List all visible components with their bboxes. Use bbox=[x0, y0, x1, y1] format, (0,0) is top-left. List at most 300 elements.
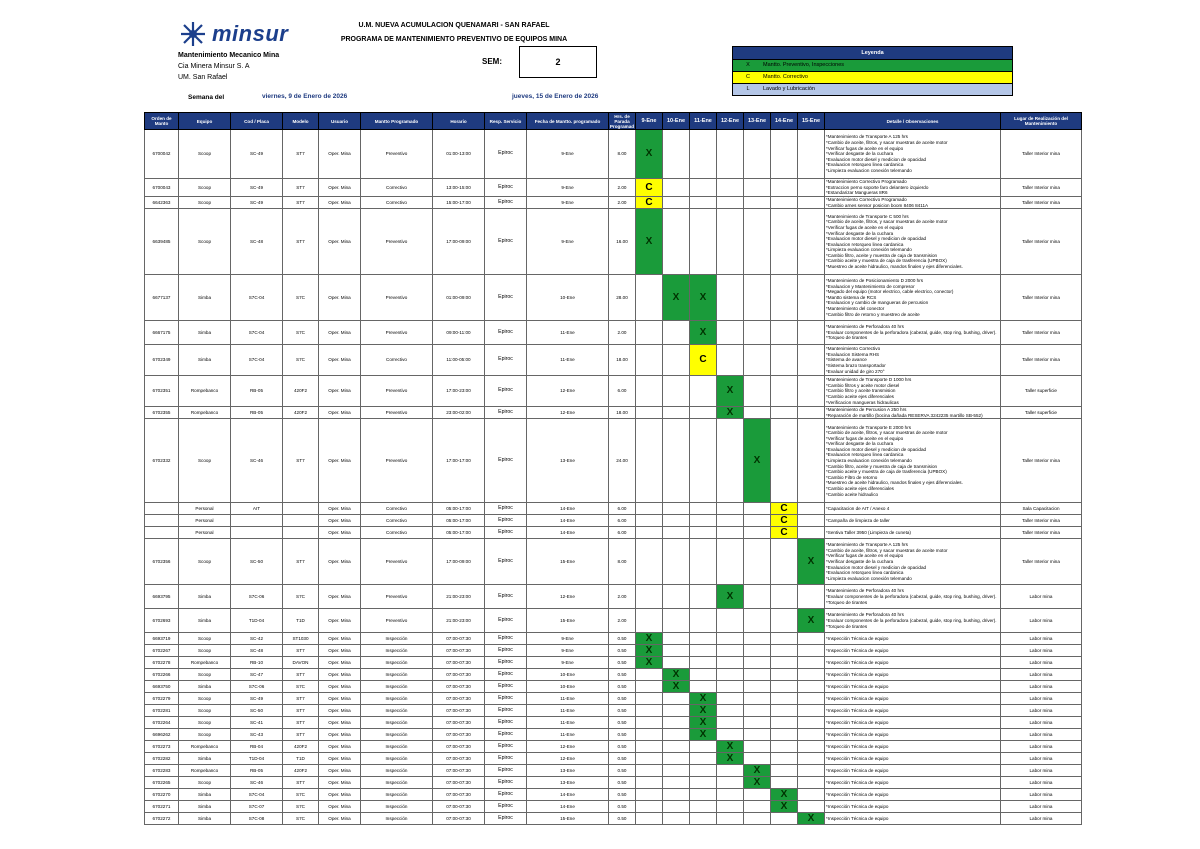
cell-m: S7C bbox=[283, 585, 319, 609]
day-cell bbox=[663, 705, 690, 717]
cell-u: Oper. Mina bbox=[319, 503, 361, 515]
day-cell: X bbox=[717, 585, 744, 609]
day-cell bbox=[744, 717, 771, 729]
cell-t: Correctivo bbox=[361, 515, 433, 527]
day-cell bbox=[690, 407, 717, 419]
day-cell bbox=[636, 813, 663, 825]
cell-t: Inspección bbox=[361, 705, 433, 717]
day-cell bbox=[798, 527, 825, 539]
day-cell bbox=[798, 503, 825, 515]
day-cell bbox=[798, 657, 825, 669]
day-cell bbox=[663, 777, 690, 789]
day-cell bbox=[690, 633, 717, 645]
day-cell bbox=[717, 681, 744, 693]
cell-o: 6702271 bbox=[145, 801, 179, 813]
cell-r: Epiroc bbox=[485, 321, 527, 345]
day-cell bbox=[798, 801, 825, 813]
day-cell bbox=[771, 275, 798, 321]
cell-detail: *Campaña de limpieza de taller bbox=[825, 515, 1001, 527]
legend-code: C bbox=[746, 74, 750, 80]
cell-h: 07:00-07:30 bbox=[433, 741, 485, 753]
cell-e: Scoop bbox=[179, 729, 231, 741]
cell-e: Simba bbox=[179, 609, 231, 633]
day-cell bbox=[690, 765, 717, 777]
day-cell bbox=[798, 777, 825, 789]
day-cell bbox=[717, 179, 744, 197]
cell-u: Oper. Mina bbox=[319, 765, 361, 777]
cell-o: 6702264 bbox=[145, 717, 179, 729]
cell-h: 07:00-07:30 bbox=[433, 729, 485, 741]
cell-location: Labor mina bbox=[1001, 777, 1082, 789]
table-row bbox=[145, 515, 1082, 527]
cell-c: SC-46 bbox=[231, 777, 283, 789]
day-cell bbox=[798, 681, 825, 693]
day-cell bbox=[744, 705, 771, 717]
table-row bbox=[145, 717, 1082, 729]
cell-detail: *Mantenimiento de Perforadora 40 hrs *Evaluar componentes de la perforadora (cabezal, guide, stop ring, bushing, driver). *Torqueo de tirantes bbox=[825, 609, 1001, 633]
cell-t: Preventivo bbox=[361, 407, 433, 419]
day-cell bbox=[798, 197, 825, 209]
header-subtitle: PROGRAMA DE MANTENIMIENTO PREVENTIVO DE EQUIPOS MINA bbox=[340, 36, 568, 43]
cell-r: Epiroc bbox=[485, 765, 527, 777]
cell-r: Epiroc bbox=[485, 777, 527, 789]
day-cell bbox=[744, 179, 771, 197]
cell-t: Inspección bbox=[361, 777, 433, 789]
cell-c: RB-05 bbox=[231, 407, 283, 419]
column-header: 15-Ene bbox=[798, 113, 825, 130]
cell-e: Rompebanco bbox=[179, 765, 231, 777]
cell-e: Simba bbox=[179, 789, 231, 801]
cell-detail: *Mantenimiento de Transporte A 125 hrs *Cambio de aceite, filtros, y sacar muestras de aceite motor *Verificar fugas de aceite en el equipo *Verificar desgaste de la cuchara *Evaluacion motor diesel y medicion de opacidad *Evaluacion retorqueo linea cardanica *Limpieza evaluacion conexión telemando bbox=[825, 539, 1001, 585]
day-cell bbox=[690, 753, 717, 765]
table-row bbox=[145, 345, 1082, 376]
cell-m: T1D bbox=[283, 609, 319, 633]
cell-m: ST7 bbox=[283, 693, 319, 705]
cell-p: 0.50 bbox=[609, 657, 636, 669]
cell-t: Correctivo bbox=[361, 527, 433, 539]
day-cell bbox=[690, 515, 717, 527]
cell-e: Simba bbox=[179, 681, 231, 693]
cell-h: 21:00-23:00 bbox=[433, 609, 485, 633]
table-row bbox=[145, 801, 1082, 813]
cell-u: Oper. Mina bbox=[319, 609, 361, 633]
column-header: Mantto Programado bbox=[361, 113, 433, 130]
cell-p: 0.50 bbox=[609, 741, 636, 753]
day-cell bbox=[663, 801, 690, 813]
cell-p: 6.00 bbox=[609, 515, 636, 527]
cell-f: 11-Ene bbox=[527, 693, 609, 705]
day-cell: X bbox=[771, 789, 798, 801]
column-header: 13-Ene bbox=[744, 113, 771, 130]
table-row bbox=[145, 669, 1082, 681]
cell-location: Labor mina bbox=[1001, 705, 1082, 717]
cell-detail: *Mantenimiento Correctivo Programado *Cambio arnes sensor posicion boom 8406 8411A bbox=[825, 197, 1001, 209]
cell-c: SC-47 bbox=[231, 669, 283, 681]
cell-h: 13:00-15:00 bbox=[433, 179, 485, 197]
cell-e: Personal bbox=[179, 515, 231, 527]
cell-c: SC-48 bbox=[231, 645, 283, 657]
cell-detail: *Mantenimiento de Transporte A 125 hrs *Cambio de aceite, filtros, y sacar muestras de aceite motor *Verificar fugas de aceite en el equipo *Verificar desgaste de la cuchara *Evaluacion motor diesel y medicion de opacidad *Evaluacion retorqueo linea cardanica *Limpieza evaluacion conexión telemando bbox=[825, 130, 1001, 179]
cell-o: 6677137 bbox=[145, 275, 179, 321]
cell-f: 9-Ene bbox=[527, 645, 609, 657]
cell-c: SC-49 bbox=[231, 179, 283, 197]
cell-location: Taller Interior mina bbox=[1001, 527, 1082, 539]
day-cell bbox=[717, 657, 744, 669]
cell-c: RB-05 bbox=[231, 376, 283, 407]
column-header: 9-Ene bbox=[636, 113, 663, 130]
cell-m: ST1030 bbox=[283, 633, 319, 645]
cell-o: 6702356 bbox=[145, 539, 179, 585]
cell-h: 11:00-05:00 bbox=[433, 345, 485, 376]
cell-t: Inspección bbox=[361, 753, 433, 765]
cell-location: Taller Interior mina bbox=[1001, 130, 1082, 179]
cell-location: Labor mina bbox=[1001, 681, 1082, 693]
cell-h: 07:00-07:30 bbox=[433, 705, 485, 717]
day-cell bbox=[636, 419, 663, 503]
cell-detail: *Mantenimiento de Perforadora 40 hrs *Evaluar componentes de la perforadora (cabezal, guide, stop ring, bushing, driver). *Torqueo de tirantes bbox=[825, 321, 1001, 345]
day-cell bbox=[798, 729, 825, 741]
column-header: 14-Ene bbox=[771, 113, 798, 130]
cell-r: Epiroc bbox=[485, 130, 527, 179]
day-cell bbox=[663, 130, 690, 179]
cell-location: Labor mina bbox=[1001, 693, 1082, 705]
cell-r: Epiroc bbox=[485, 539, 527, 585]
day-cell bbox=[690, 813, 717, 825]
cell-detail: *Mantenimiento de Perforadora 40 hrs *Evaluar componentes de la perforadora (cabezal, guide, stop ring, bushing, driver). *Torqueo de tirantes bbox=[825, 585, 1001, 609]
day-cell bbox=[663, 717, 690, 729]
legend-text: Lavado y Lubricación bbox=[763, 86, 815, 92]
day-cell bbox=[771, 741, 798, 753]
cell-e: Personal bbox=[179, 503, 231, 515]
cell-p: 2.00 bbox=[609, 609, 636, 633]
day-cell bbox=[744, 585, 771, 609]
day-cell bbox=[771, 705, 798, 717]
cell-f: 12-Ene bbox=[527, 585, 609, 609]
day-cell: X bbox=[636, 657, 663, 669]
day-cell bbox=[717, 717, 744, 729]
table-row bbox=[145, 197, 1082, 209]
table-row bbox=[145, 705, 1082, 717]
column-header: 10-Ene bbox=[663, 113, 690, 130]
day-cell bbox=[744, 681, 771, 693]
day-cell bbox=[717, 345, 744, 376]
table-row bbox=[145, 741, 1082, 753]
table-row bbox=[145, 789, 1082, 801]
cell-f: 15-Ene bbox=[527, 813, 609, 825]
cell-f: 15-Ene bbox=[527, 609, 609, 633]
cell-t: Inspección bbox=[361, 789, 433, 801]
cell-location: Taller superficie bbox=[1001, 376, 1082, 407]
day-cell bbox=[771, 197, 798, 209]
cell-e: Scoop bbox=[179, 197, 231, 209]
cell-t: Correctivo bbox=[361, 345, 433, 376]
day-cell bbox=[636, 539, 663, 585]
cell-p: 0.50 bbox=[609, 633, 636, 645]
cell-r: Epiroc bbox=[485, 657, 527, 669]
cell-r: Epiroc bbox=[485, 515, 527, 527]
cell-location: Labor mina bbox=[1001, 753, 1082, 765]
cell-c: RB-04 bbox=[231, 741, 283, 753]
day-cell bbox=[717, 609, 744, 633]
day-cell bbox=[663, 633, 690, 645]
day-cell bbox=[663, 729, 690, 741]
cell-h: 17:00-09:00 bbox=[433, 539, 485, 585]
day-cell bbox=[663, 609, 690, 633]
cell-h: 17:00-23:00 bbox=[433, 376, 485, 407]
cell-f: 11-Ene bbox=[527, 321, 609, 345]
cell-m: ST7 bbox=[283, 539, 319, 585]
cell-m: ST7 bbox=[283, 209, 319, 275]
week-start: viernes, 9 de Enero de 2026 bbox=[262, 93, 348, 100]
day-cell bbox=[771, 753, 798, 765]
cell-t: Inspección bbox=[361, 669, 433, 681]
cell-f: 12-Ene bbox=[527, 407, 609, 419]
legend-row bbox=[733, 71, 1012, 83]
cell-e: Simba bbox=[179, 275, 231, 321]
cell-detail: *Inspección Técnica de equipo bbox=[825, 753, 1001, 765]
cell-r: Epiroc bbox=[485, 813, 527, 825]
table-row bbox=[145, 693, 1082, 705]
cell-f: 10-Ene bbox=[527, 669, 609, 681]
day-cell bbox=[636, 527, 663, 539]
day-cell: C bbox=[771, 527, 798, 539]
day-cell bbox=[690, 209, 717, 275]
day-cell: X bbox=[663, 275, 690, 321]
day-cell bbox=[771, 669, 798, 681]
day-cell bbox=[636, 789, 663, 801]
cell-r: Epiroc bbox=[485, 633, 527, 645]
day-cell bbox=[663, 765, 690, 777]
cell-c: AIT bbox=[231, 503, 283, 515]
day-cell bbox=[690, 197, 717, 209]
cell-o: 6702283 bbox=[145, 765, 179, 777]
cell-detail: *Inspección Técnica de equipo bbox=[825, 765, 1001, 777]
cell-o: 6693719 bbox=[145, 633, 179, 645]
day-cell bbox=[744, 209, 771, 275]
day-cell bbox=[636, 777, 663, 789]
cell-o: 6702355 bbox=[145, 407, 179, 419]
day-cell: X bbox=[717, 753, 744, 765]
column-header: Horario bbox=[433, 113, 485, 130]
cell-m: DAVON bbox=[283, 657, 319, 669]
cell-c: T1D-04 bbox=[231, 753, 283, 765]
cell-r: Epiroc bbox=[485, 717, 527, 729]
day-cell bbox=[771, 321, 798, 345]
day-cell: X bbox=[771, 801, 798, 813]
day-cell bbox=[690, 503, 717, 515]
day-cell bbox=[690, 681, 717, 693]
cell-h: 01:00-09:00 bbox=[433, 275, 485, 321]
cell-c: S7C-06 bbox=[231, 681, 283, 693]
day-cell bbox=[717, 669, 744, 681]
day-cell: X bbox=[663, 681, 690, 693]
cell-o: 6702273 bbox=[145, 741, 179, 753]
day-cell bbox=[690, 657, 717, 669]
cell-p: 0.50 bbox=[609, 645, 636, 657]
cell-m: ST7 bbox=[283, 777, 319, 789]
day-cell bbox=[798, 645, 825, 657]
day-cell bbox=[663, 321, 690, 345]
day-cell bbox=[798, 753, 825, 765]
day-cell bbox=[663, 209, 690, 275]
cell-detail: *Inspección Técnica de equipo bbox=[825, 693, 1001, 705]
cell-u: Oper. Mina bbox=[319, 669, 361, 681]
cell-location: Taller Interior mina bbox=[1001, 179, 1082, 197]
cell-c: S7C-04 bbox=[231, 275, 283, 321]
day-cell bbox=[636, 585, 663, 609]
cell-p: 0.50 bbox=[609, 813, 636, 825]
cell-o: 6639485 bbox=[145, 209, 179, 275]
cell-e: Rompebanco bbox=[179, 741, 231, 753]
cell-location: Taller superficie bbox=[1001, 407, 1082, 419]
cell-o: 6702349 bbox=[145, 345, 179, 376]
day-cell bbox=[717, 813, 744, 825]
cell-e: Rompebanco bbox=[179, 657, 231, 669]
table-row bbox=[145, 777, 1082, 789]
day-cell bbox=[663, 539, 690, 585]
cell-m: ST7 bbox=[283, 729, 319, 741]
cell-m: ST7 bbox=[283, 197, 319, 209]
cell-c: S7C-06 bbox=[231, 585, 283, 609]
cell-r: Epiroc bbox=[485, 345, 527, 376]
cell-m: S7C bbox=[283, 275, 319, 321]
cell-u: Oper. Mina bbox=[319, 209, 361, 275]
table-row bbox=[145, 645, 1082, 657]
cell-location: Taller Interior mina bbox=[1001, 209, 1082, 275]
table-row bbox=[145, 609, 1082, 633]
cell-e: Scoop bbox=[179, 209, 231, 275]
cell-u: Oper. Mina bbox=[319, 813, 361, 825]
cell-c: SC-49 bbox=[231, 197, 283, 209]
cell-o: 6702265 bbox=[145, 777, 179, 789]
table-header-row bbox=[145, 113, 1082, 130]
cell-h: 07:00-07:30 bbox=[433, 693, 485, 705]
cell-o: 6702281 bbox=[145, 705, 179, 717]
cell-r: Epiroc bbox=[485, 681, 527, 693]
day-cell bbox=[690, 539, 717, 585]
cell-c: SC-41 bbox=[231, 717, 283, 729]
cell-o bbox=[145, 527, 179, 539]
cell-location: Labor mina bbox=[1001, 813, 1082, 825]
cell-detail: *Inspección Técnica de equipo bbox=[825, 741, 1001, 753]
column-header: Resp. Servicio bbox=[485, 113, 527, 130]
day-cell: C bbox=[636, 197, 663, 209]
cell-detail: *Capacitacion de AIT / Anexo 4 bbox=[825, 503, 1001, 515]
cell-detail: *Sentiva Taller 3950 (Limpieza de cuneta) bbox=[825, 527, 1001, 539]
legend-title: Leyenda bbox=[733, 47, 1012, 59]
cell-r: Epiroc bbox=[485, 585, 527, 609]
day-cell: X bbox=[636, 633, 663, 645]
column-header: Fecha de Mantto. programado bbox=[527, 113, 609, 130]
cell-t: Inspección bbox=[361, 813, 433, 825]
cell-u: Oper. Mina bbox=[319, 345, 361, 376]
table-row bbox=[145, 179, 1082, 197]
day-cell bbox=[717, 515, 744, 527]
day-cell bbox=[798, 717, 825, 729]
cell-detail: *Inspección Técnica de equipo bbox=[825, 813, 1001, 825]
cell-u: Oper. Mina bbox=[319, 657, 361, 669]
cell-r: Epiroc bbox=[485, 197, 527, 209]
cell-h: 07:00-07:30 bbox=[433, 645, 485, 657]
day-cell bbox=[798, 633, 825, 645]
day-cell: X bbox=[690, 321, 717, 345]
cell-r: Epiroc bbox=[485, 209, 527, 275]
cell-e: Scoop bbox=[179, 419, 231, 503]
cell-h: 07:00-07:30 bbox=[433, 789, 485, 801]
day-cell: X bbox=[717, 376, 744, 407]
cell-detail: *Mantenimiento de Transporte E 2000 hrs *Cambio de aceite, filtros, y sacar muestras de aceite motor *Verificar fugas de aceite en el equipo *Verificar desgaste de la cuchara *Evaluacion motor diesel y medicion de opacidad *Evaluacion retorqueo linea cardanica *Limpieza evaluacion conexión telemando *Cambio filtro, aceite y muestra de caja de transmision *Cambio aceite y muestra de caja de trasferencia (UPBOX) *Cambio Filtro de retorno *Muestreo de aceite hidraulico, mandos finales y ejes diferenciales. *Cambio aceite ejes diferenciales *Cambio aceite hidraulico bbox=[825, 419, 1001, 503]
day-cell bbox=[798, 585, 825, 609]
day-cell bbox=[771, 729, 798, 741]
cell-u: Oper. Mina bbox=[319, 729, 361, 741]
cell-c: SC-43 bbox=[231, 729, 283, 741]
day-cell bbox=[690, 609, 717, 633]
cell-f: 10-Ene bbox=[527, 681, 609, 693]
day-cell: X bbox=[636, 130, 663, 179]
cell-o bbox=[145, 515, 179, 527]
minsur-logo-icon bbox=[178, 20, 208, 48]
sem-value: 2 bbox=[519, 46, 597, 78]
cell-location: Labor mina bbox=[1001, 657, 1082, 669]
day-cell bbox=[771, 609, 798, 633]
day-cell: C bbox=[771, 503, 798, 515]
cell-e: Simba bbox=[179, 345, 231, 376]
legend-code: X bbox=[746, 62, 750, 68]
cell-h: 17:00-09:00 bbox=[433, 209, 485, 275]
day-cell bbox=[717, 801, 744, 813]
day-cell bbox=[771, 585, 798, 609]
cell-location: Labor mina bbox=[1001, 729, 1082, 741]
cell-detail: *Inspección Técnica de equipo bbox=[825, 729, 1001, 741]
day-cell bbox=[744, 527, 771, 539]
cell-m: 420F2 bbox=[283, 741, 319, 753]
cell-u: Oper. Mina bbox=[319, 515, 361, 527]
table-row bbox=[145, 527, 1082, 539]
cell-h: 07:00-07:30 bbox=[433, 765, 485, 777]
cell-location: Labor mina bbox=[1001, 609, 1082, 633]
cell-f: 14-Ene bbox=[527, 527, 609, 539]
day-cell bbox=[771, 179, 798, 197]
cell-p: 6.00 bbox=[609, 376, 636, 407]
cell-h: 05:00-17:00 bbox=[433, 527, 485, 539]
cell-o: 6702266 bbox=[145, 669, 179, 681]
cell-h: 09:00-11:00 bbox=[433, 321, 485, 345]
cell-c: RB-10 bbox=[231, 657, 283, 669]
day-cell bbox=[798, 376, 825, 407]
table-row bbox=[145, 539, 1082, 585]
cell-c: SC-49 bbox=[231, 130, 283, 179]
day-cell bbox=[798, 765, 825, 777]
day-cell bbox=[690, 645, 717, 657]
cell-f: 14-Ene bbox=[527, 515, 609, 527]
cell-c: S7C-04 bbox=[231, 345, 283, 376]
day-cell bbox=[663, 345, 690, 376]
cell-m: ST7 bbox=[283, 130, 319, 179]
cell-r: Epiroc bbox=[485, 705, 527, 717]
table-row bbox=[145, 633, 1082, 645]
cell-o: 6702282 bbox=[145, 753, 179, 765]
cell-u: Oper. Mina bbox=[319, 130, 361, 179]
table-row bbox=[145, 407, 1082, 419]
cell-p: 16.00 bbox=[609, 209, 636, 275]
cell-f: 12-Ene bbox=[527, 376, 609, 407]
cell-f: 15-Ene bbox=[527, 539, 609, 585]
cell-e: Simba bbox=[179, 753, 231, 765]
cell-u: Oper. Mina bbox=[319, 693, 361, 705]
cell-o: 6702279 bbox=[145, 693, 179, 705]
day-cell bbox=[663, 527, 690, 539]
cell-r: Epiroc bbox=[485, 741, 527, 753]
